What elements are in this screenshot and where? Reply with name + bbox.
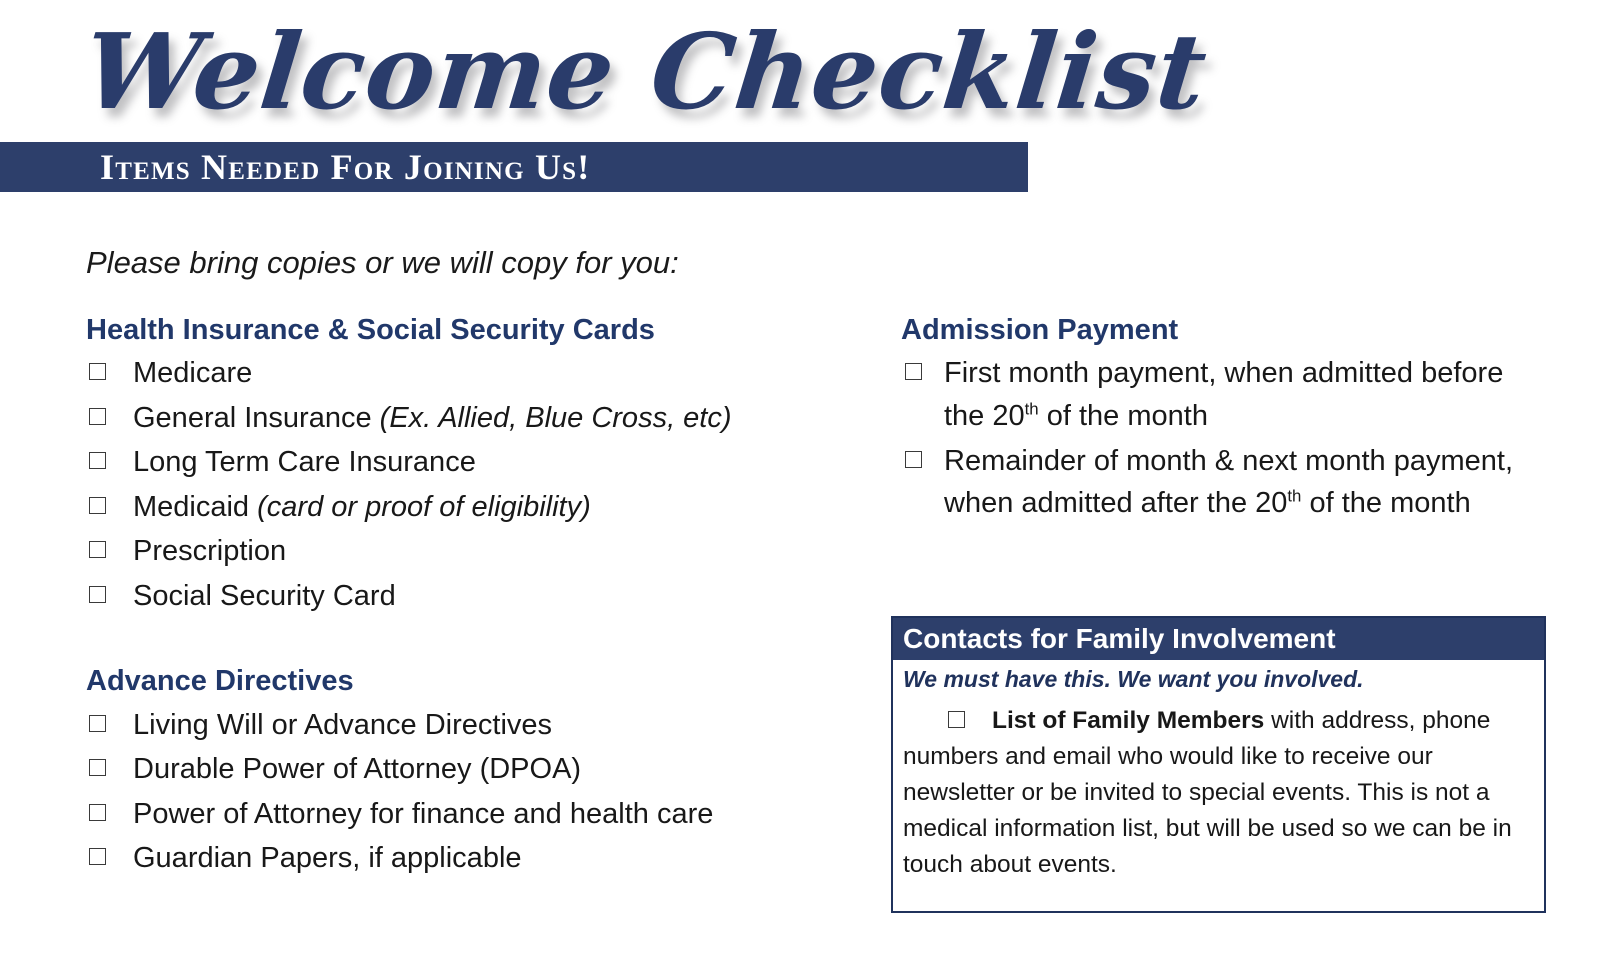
checkbox-icon[interactable] [89,452,106,469]
contacts-checklist-item[interactable] [903,703,1534,883]
contacts-box-title: Contacts for Family Involvement [903,623,1336,654]
checklist-item-label: Remainder of month & next month payment, when admitted after the 20 [944,444,1514,520]
banner-title: Items Needed For Joining Us! [100,147,591,187]
ordinal-suffix: th [1287,486,1302,506]
checklist-item[interactable] [86,486,876,530]
checklist-item-label: Durable Power of Attorney (DPOA) [133,753,582,785]
checkbox-icon[interactable] [89,848,106,865]
checklist-item[interactable] [901,440,1521,525]
subtitle-banner [0,142,1028,192]
checklist-item-label: Living Will or Advance Directives [133,708,553,741]
checklist-item[interactable] [86,704,876,748]
checklist-item-label: Guardian Papers, if applicable [133,842,522,874]
right-column [901,312,1521,527]
checklist-item-label-tail: of the month [1301,487,1471,520]
checklist-item-label-tail: of the month [1038,399,1208,432]
contacts-item-body: with address, phone numbers and email who would like to receive our newsletter or be invited to special events. This is not a medical information list, but will be used so we can be in touch about events. [903,707,1512,878]
checklist-item-label: General Insurance [133,401,380,434]
section-heading-health-insurance: Health Insurance & Social Security Cards [86,314,655,346]
contacts-box-subtitle: We must have this. We want you involved. [903,666,1364,692]
contacts-box-body [893,660,1544,883]
checklist-item-label: Social Security Card [133,579,396,612]
checklist-admission-payment [901,352,1521,525]
checkbox-icon[interactable] [89,541,106,558]
checklist-item[interactable] [86,748,876,792]
checklist-item-note: (card or proof of eligibility) [257,490,591,523]
contacts-item-lead: List of Family Members [992,707,1265,734]
section-heading-advance-directives: Advance Directives [86,665,354,698]
page-title-area [78,8,1213,138]
checklist-item-label: Power of Attorney for finance and health care [133,797,714,830]
checklist-advance-directives [86,704,876,881]
checklist-item-label: Medicare [133,357,253,390]
contacts-for-family-involvement-box [891,616,1546,913]
checkbox-icon[interactable] [905,363,922,380]
checklist-item-label: Long Term Care Insurance [133,446,476,479]
checkbox-icon[interactable] [89,408,106,425]
checklist-health-insurance [86,352,876,618]
checkbox-icon[interactable] [948,711,965,728]
checkbox-icon[interactable] [89,363,106,380]
left-column [86,312,876,882]
checklist-item[interactable] [901,352,1521,437]
section-spacer [86,619,876,663]
page-title: Welcome Checklist [78,10,1213,133]
checkbox-icon[interactable] [89,759,106,776]
ordinal-suffix: th [1024,399,1039,419]
checkbox-icon[interactable] [89,497,106,514]
checklist-item-note: (Ex. Allied, Blue Cross, etc) [379,401,732,434]
checklist-item[interactable] [86,352,876,396]
checklist-item-label: Medicaid [133,490,258,523]
intro-instruction: Please bring copies or we will copy for you: [86,245,679,280]
checkbox-icon[interactable] [89,715,106,732]
checklist-item[interactable] [86,837,876,881]
contacts-box-header [893,618,1544,660]
checklist-item[interactable] [86,441,876,485]
checklist-item-label: First month payment, when admitted before the 20 [944,357,1504,432]
section-heading-admission-payment: Admission Payment [901,314,1179,346]
checklist-item[interactable] [86,793,876,837]
checklist-item[interactable] [86,397,876,441]
checkbox-icon[interactable] [905,451,922,468]
checklist-item-label: Prescription [133,535,287,568]
checklist-item[interactable] [86,575,876,619]
checkbox-icon[interactable] [89,804,106,821]
checkbox-icon[interactable] [89,586,106,603]
checklist-item[interactable] [86,530,876,574]
